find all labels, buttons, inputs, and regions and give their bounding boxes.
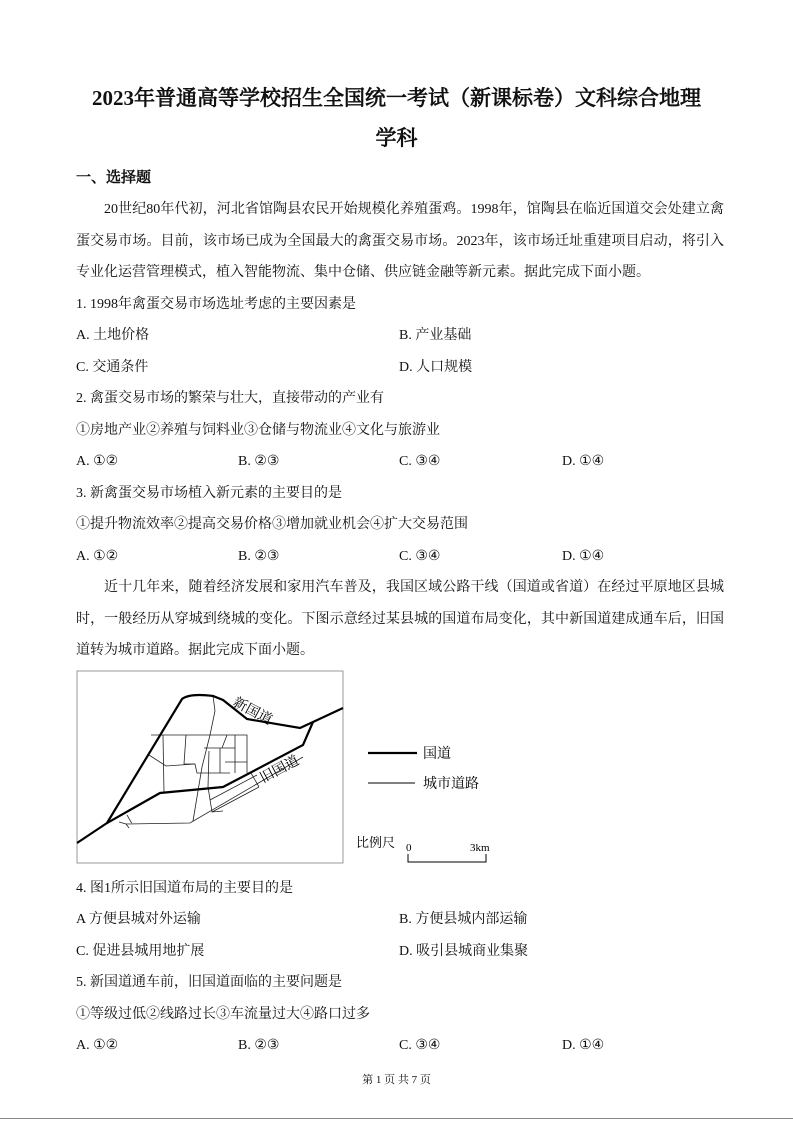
q2-option-a: A. ①② xyxy=(76,454,119,469)
q3-option-b: B. ②③ xyxy=(238,548,280,564)
passage-2: 近十几年来，随着经济发展和家用汽车普及，我国区域公路干线（国道或省道）在经过平原地区县城时，一般经历从穿城到绕城的变化。下图示意经过某县城的国道布局变化，其中新国道建成通车后，旧国道转为城市道路。据此完成下面小题。 xyxy=(76,580,724,658)
q1-option-c: C. 交通条件 xyxy=(76,359,149,375)
q1-option-d: D. 人口规模 xyxy=(399,359,473,375)
q3-option-d: D. ①④ xyxy=(562,548,605,564)
legend-city-label: 城市道路 xyxy=(423,776,479,792)
q4-option-d: D. 吸引县城商业集聚 xyxy=(399,943,529,959)
q3-items: ①提升物流效率②提高交易价格③增加就业机会④扩大交易范围 xyxy=(76,517,468,532)
scale-label: 比例尺 xyxy=(356,834,396,850)
page-bottom-divider xyxy=(0,1118,793,1119)
scale-end: 3km xyxy=(470,841,490,854)
label-old-road: 旧国道 xyxy=(257,753,302,787)
national-roads xyxy=(77,695,343,843)
q4-option-a: A 方便县城对外运输 xyxy=(76,912,201,927)
q3-option-a: A. ①② xyxy=(76,548,119,564)
q2-stem: 2. 禽蛋交易市场的繁荣与壮大，直接带动的产业有 xyxy=(76,391,384,406)
q2-option-c: C. ③④ xyxy=(399,454,441,469)
q4-stem: 4. 图1所示旧国道布局的主要目的是 xyxy=(76,880,293,896)
q3-option-c: C. ③④ xyxy=(399,548,441,564)
section-heading: 一、选择题 xyxy=(76,170,152,186)
q1-option-a: A. 土地价格 xyxy=(76,328,150,343)
q5-option-a: A. ①② xyxy=(76,1038,119,1053)
q3-stem: 3. 新禽蛋交易市场植入新元素的主要目的是 xyxy=(76,485,342,501)
scale-start: 0 xyxy=(406,841,412,854)
q1-stem: 1. 1998年禽蛋交易市场选址考虑的主要因素是 xyxy=(76,296,356,312)
q5-stem: 5. 新国道通车前，旧国道面临的主要问题是 xyxy=(76,975,342,990)
q1-option-b: B. 产业基础 xyxy=(399,328,472,343)
q5-option-d: D. ①④ xyxy=(562,1038,605,1053)
doc-title-line1: 2023年普通高等学校招生全国统一考试（新课标卷）文科综合地理 xyxy=(92,86,701,110)
q2-items: ①房地产业②养殖与饲料业③仓储与物流业④文化与旅游业 xyxy=(76,422,440,438)
passage-1: 20世纪80年代初，河北省馆陶县农民开始规模化养殖蛋鸡。1998年，馆陶县在临近国道交会处建立禽蛋交易市场。目前，该市场已成为全国最大的禽蛋交易市场。2023年，该市场迁址重建项目启动，将引入专业化运营管理模式，植入智能物流、集中仓储、供应链金融等新元素。据此完成下面小题。 xyxy=(76,202,724,280)
q4-option-c: C. 促进县城用地扩展 xyxy=(76,943,205,959)
q2-option-b: B. ②③ xyxy=(238,454,280,469)
q2-option-d: D. ①④ xyxy=(562,454,605,469)
q5-option-b: B. ②③ xyxy=(238,1038,280,1053)
city-roads xyxy=(119,696,303,828)
old-national-road xyxy=(77,722,313,843)
scale-bar xyxy=(408,854,486,862)
q5-option-c: C. ③④ xyxy=(399,1038,441,1053)
doc-title-line2: 学科 xyxy=(375,126,418,150)
legend-national-label: 国道 xyxy=(423,746,451,762)
map-frame xyxy=(77,671,343,863)
label-new-road: 新国道 xyxy=(230,694,275,728)
q5-items: ①等级过低②线路过长③车流量过大④路口过多 xyxy=(76,1006,370,1022)
q4-option-b: B. 方便县城内部运输 xyxy=(399,912,528,927)
page-footer: 第 1 页 共 7 页 xyxy=(362,1073,431,1086)
road-map-figure xyxy=(76,669,576,873)
